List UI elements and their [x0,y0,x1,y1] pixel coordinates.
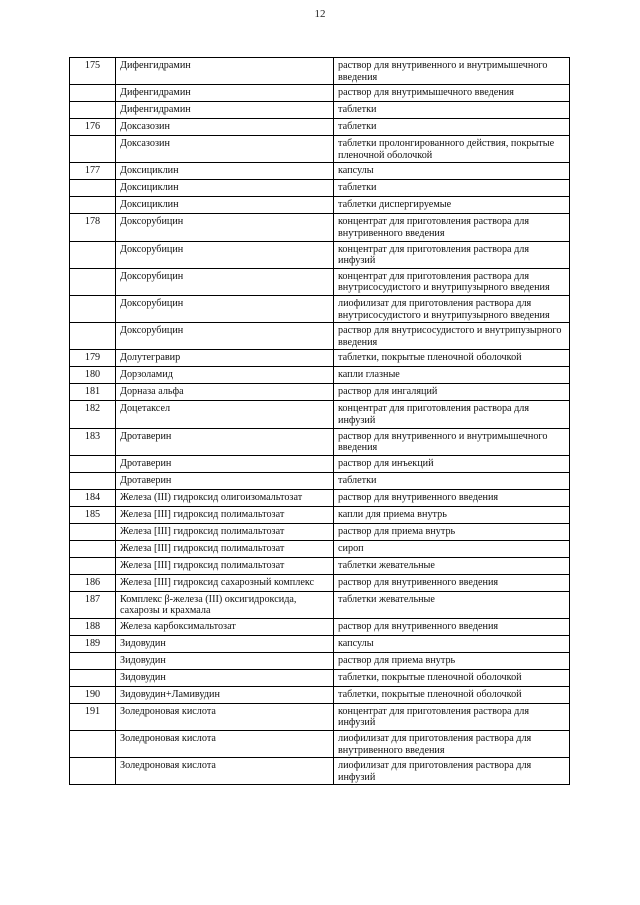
table-row [70,731,570,758]
table-row [70,455,570,472]
page-number: 12 [314,8,326,20]
row-number-cell [70,540,116,557]
drug-name-cell: Железа [III] гидроксид полимальтозат [116,557,334,574]
drug-name-cell: Комплекс β-железа (III) оксигидроксида, сахарозы и крахмала [116,591,334,618]
table-row [70,136,570,163]
row-number-cell [70,523,116,540]
row-number-cell: 175 [70,58,116,85]
table-row [70,367,570,384]
table-row [70,540,570,557]
dosage-form-cell: раствор для внутривенного введения [334,574,570,591]
drug-name-cell: Дорзоламид [116,367,334,384]
drug-table [69,57,570,785]
dosage-form-cell: сироп [334,540,570,557]
row-number-cell [70,268,116,295]
row-number-cell: 176 [70,119,116,136]
table-row [70,384,570,401]
table-row [70,102,570,119]
dosage-form-cell: капсулы [334,635,570,652]
row-number-cell [70,758,116,785]
table-row [70,214,570,241]
table-row [70,197,570,214]
row-number-cell [70,455,116,472]
dosage-form-cell: раствор для внутрисосудистого и внутрипузырного введения [334,323,570,350]
drug-name-cell: Доксициклин [116,180,334,197]
dosage-form-cell: таблетки, покрытые пленочной оболочкой [334,669,570,686]
row-number-cell: 177 [70,163,116,180]
dosage-form-cell: раствор для ингаляций [334,384,570,401]
table-row [70,401,570,428]
dosage-form-cell: концентрат для приготовления раствора для инфузий [334,241,570,268]
dosage-form-cell: лиофилизат для приготовления раствора для инфузий [334,758,570,785]
dosage-form-cell: концентрат для приготовления раствора для инфузий [334,703,570,730]
table-row [70,574,570,591]
row-number-cell [70,85,116,102]
drug-name-cell: Зидовудин+Ламивудин [116,686,334,703]
drug-name-cell: Зидовудин [116,652,334,669]
dosage-form-cell: таблетки [334,472,570,489]
drug-name-cell: Железа [III] гидроксид полимальтозат [116,540,334,557]
row-number-cell: 186 [70,574,116,591]
drug-name-cell: Золедроновая кислота [116,758,334,785]
table-row [70,295,570,322]
row-number-cell: 191 [70,703,116,730]
row-number-cell: 184 [70,489,116,506]
table-row [70,350,570,367]
table-row [70,180,570,197]
drug-name-cell: Железа [III] гидроксид полимальтозат [116,506,334,523]
table-row [70,472,570,489]
row-number-cell [70,323,116,350]
row-number-cell: 180 [70,367,116,384]
drug-name-cell: Долутегравир [116,350,334,367]
dosage-form-cell: таблетки диспергируемые [334,197,570,214]
table-row [70,241,570,268]
drug-name-cell: Зидовудин [116,669,334,686]
dosage-form-cell: таблетки, покрытые пленочной оболочкой [334,350,570,367]
drug-name-cell: Доксазозин [116,136,334,163]
dosage-form-cell: лиофилизат для приготовления раствора для внутрисосудистого и внутрипузырного введения [334,295,570,322]
row-number-cell [70,295,116,322]
table-row [70,703,570,730]
table-row [70,268,570,295]
dosage-form-cell: раствор для внутривенного введения [334,618,570,635]
dosage-form-cell: раствор для внутривенного и внутримышечного введения [334,58,570,85]
row-number-cell: 188 [70,618,116,635]
drug-name-cell: Доксорубицин [116,241,334,268]
row-number-cell [70,731,116,758]
drug-name-cell: Дротаверин [116,455,334,472]
row-number-cell [70,557,116,574]
dosage-form-cell: раствор для внутривенного введения [334,489,570,506]
table-row [70,489,570,506]
row-number-cell: 190 [70,686,116,703]
dosage-form-cell: концентрат для приготовления раствора для инфузий [334,401,570,428]
dosage-form-cell: раствор для инъекций [334,455,570,472]
drug-name-cell: Доксорубицин [116,268,334,295]
table-row [70,686,570,703]
dosage-form-cell: капсулы [334,163,570,180]
drug-table-body [70,58,570,785]
dosage-form-cell: таблетки [334,102,570,119]
drug-name-cell: Золедроновая кислота [116,703,334,730]
table-row [70,591,570,618]
drug-name-cell: Дифенгидрамин [116,58,334,85]
row-number-cell: 185 [70,506,116,523]
table-row [70,758,570,785]
row-number-cell: 178 [70,214,116,241]
dosage-form-cell: капли для приема внутрь [334,506,570,523]
drug-name-cell: Доксорубицин [116,214,334,241]
table-row [70,323,570,350]
dosage-form-cell: таблетки, покрытые пленочной оболочкой [334,686,570,703]
dosage-form-cell: таблетки пролонгированного действия, покрытые пленочной оболочкой [334,136,570,163]
row-number-cell [70,472,116,489]
row-number-cell [70,197,116,214]
drug-name-cell: Железа [III] гидроксид сахарозный комплекс [116,574,334,591]
dosage-form-cell: таблетки [334,180,570,197]
drug-name-cell: Доксазозин [116,119,334,136]
drug-name-cell: Дифенгидрамин [116,85,334,102]
row-number-cell: 183 [70,428,116,455]
table-row [70,58,570,85]
dosage-form-cell: таблетки [334,119,570,136]
table-row [70,523,570,540]
table-row [70,669,570,686]
dosage-form-cell: таблетки жевательные [334,557,570,574]
table-row [70,635,570,652]
table-row [70,119,570,136]
row-number-cell [70,102,116,119]
table-row [70,557,570,574]
drug-name-cell: Зидовудин [116,635,334,652]
row-number-cell [70,669,116,686]
dosage-form-cell: раствор для приема внутрь [334,652,570,669]
row-number-cell [70,652,116,669]
drug-name-cell: Доксициклин [116,197,334,214]
dosage-form-cell: таблетки жевательные [334,591,570,618]
dosage-form-cell: концентрат для приготовления раствора для внутрисосудистого и внутрипузырного введения [334,268,570,295]
row-number-cell [70,136,116,163]
drug-name-cell: Доксициклин [116,163,334,180]
table-row [70,618,570,635]
row-number-cell [70,241,116,268]
dosage-form-cell: концентрат для приготовления раствора для внутривенного введения [334,214,570,241]
dosage-form-cell: раствор для приема внутрь [334,523,570,540]
drug-name-cell: Железа карбоксимальтозат [116,618,334,635]
row-number-cell: 181 [70,384,116,401]
table-row [70,428,570,455]
dosage-form-cell: раствор для внутривенного и внутримышечного введения [334,428,570,455]
drug-name-cell: Железа (III) гидроксид олигоизомальтозат [116,489,334,506]
drug-name-cell: Дорназа альфа [116,384,334,401]
table-row [70,506,570,523]
dosage-form-cell: капли глазные [334,367,570,384]
table-row [70,163,570,180]
table-row [70,85,570,102]
dosage-form-cell: лиофилизат для приготовления раствора для внутривенного введения [334,731,570,758]
drug-name-cell: Дротаверин [116,428,334,455]
row-number-cell: 189 [70,635,116,652]
row-number-cell: 182 [70,401,116,428]
row-number-cell: 187 [70,591,116,618]
drug-name-cell: Доксорубицин [116,323,334,350]
table-row [70,652,570,669]
row-number-cell: 179 [70,350,116,367]
drug-name-cell: Доцетаксел [116,401,334,428]
drug-name-cell: Железа [III] гидроксид полимальтозат [116,523,334,540]
row-number-cell [70,180,116,197]
drug-name-cell: Дифенгидрамин [116,102,334,119]
drug-name-cell: Доксорубицин [116,295,334,322]
drug-name-cell: Золедроновая кислота [116,731,334,758]
drug-name-cell: Дротаверин [116,472,334,489]
dosage-form-cell: раствор для внутримышечного введения [334,85,570,102]
